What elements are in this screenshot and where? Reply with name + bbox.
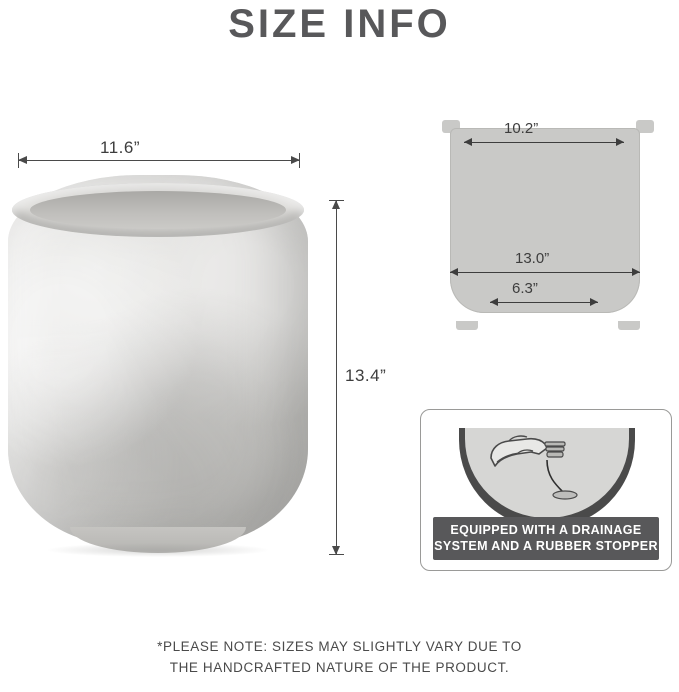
height-dimension-line: [336, 200, 337, 555]
page-title: SIZE INFO: [228, 2, 451, 46]
section-base-label: 6.3”: [512, 280, 538, 297]
section-widest-label: 13.0”: [515, 250, 550, 267]
section-body-shape: [450, 128, 640, 313]
section-foot-right: [618, 321, 640, 330]
drainage-banner-line-1: EQUIPPED WITH A DRAINAGE: [450, 523, 642, 537]
width-dimension-label: 11.6”: [100, 138, 140, 157]
section-top-dimension-line: [464, 142, 624, 143]
rubber-stopper-icon: [543, 440, 567, 460]
section-base-dimension-line: [490, 302, 598, 303]
arrow-left-icon: [450, 268, 458, 276]
planter-photo: [8, 175, 308, 560]
drainage-hole-icon: [541, 458, 581, 502]
width-dimension-line: [18, 160, 300, 161]
arrow-right-icon: [590, 298, 598, 306]
arrow-right-icon: [291, 156, 300, 164]
drainage-banner-line-2: SYSTEM AND A RUBBER STOPPER: [434, 539, 658, 553]
planter-rim-inner: [30, 191, 286, 229]
footer-note-line-1: *PLEASE NOTE: SIZES MAY SLIGHTLY VARY DUE TO: [157, 639, 522, 654]
section-top-opening-label: 10.2”: [504, 120, 539, 137]
drainage-feature-card: [420, 409, 672, 571]
footer-note: [0, 636, 679, 678]
section-widest-dimension-line: [450, 272, 640, 273]
arrow-right-icon: [632, 268, 640, 276]
arrow-right-icon: [616, 138, 624, 146]
arrow-left-icon: [464, 138, 472, 146]
arrow-down-icon: [332, 546, 340, 555]
arrow-left-icon: [18, 156, 27, 164]
footer-note-line-2: THE HANDCRAFTED NATURE OF THE PRODUCT.: [169, 660, 510, 675]
drainage-banner: [433, 517, 659, 560]
arrow-up-icon: [332, 200, 340, 209]
arrow-left-icon: [490, 298, 498, 306]
height-dimension-label: 13.4”: [345, 366, 387, 385]
section-foot-left: [456, 321, 478, 330]
planter-shadow: [48, 543, 268, 557]
cross-section-diagram: [442, 120, 654, 330]
